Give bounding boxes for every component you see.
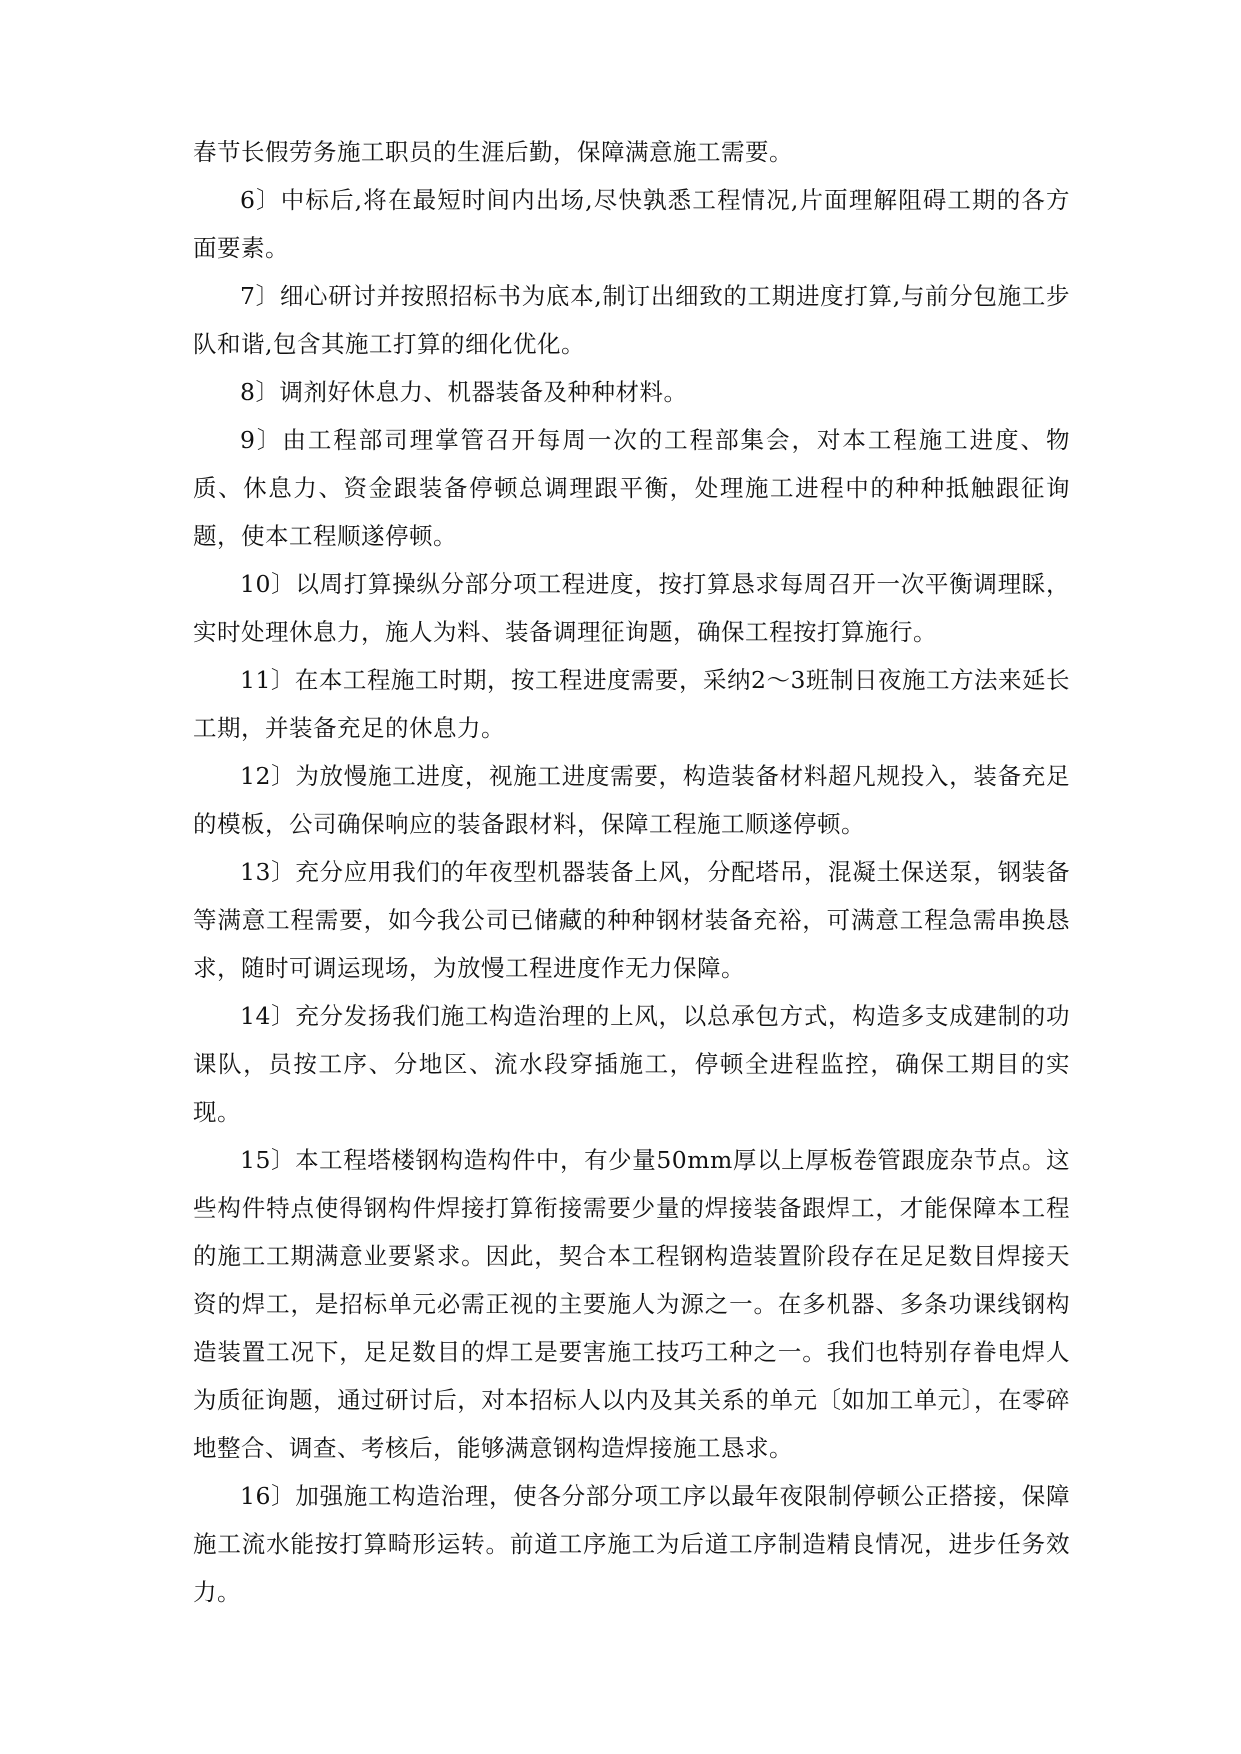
- text-line: 步队和谐,包含其施工打算的细化优化。: [193, 282, 1070, 358]
- paragraph: [193, 848, 1070, 992]
- paragraph: [193, 416, 1070, 560]
- text-line: 些构件特点使得钢构件焊接打算衔接需要少量的焊接装备跟焊工，才能保障本工: [193, 1194, 1046, 1222]
- paragraph: [193, 560, 1070, 656]
- paragraph: [193, 1472, 1070, 1616]
- text-line: 障施工流水能按打算畸形运转。前道工序施工为后道工序制造精良情况，进步任: [193, 1482, 1070, 1558]
- text-line: 16〕加强施工构造治理，使各分部分项工序以最年夜限制停顿公正搭接，保: [240, 1482, 1046, 1510]
- paragraph: [193, 272, 1070, 368]
- text-line: 7〕细心研讨并按照招标书为底本,制订出细致的工期进度打算,与前分包施工: [240, 282, 1046, 310]
- paragraph: [193, 656, 1070, 752]
- paragraph: [193, 128, 1070, 176]
- text-line: 14〕充分发扬我们施工构造治理的上风，以总承包方式，构造多支成建制的: [240, 1002, 1046, 1030]
- text-line: 11〕在本工程施工时期，按工程进度需要，采纳2～3班制日夜施工方法来延: [240, 666, 1046, 694]
- text-line: ，实时处理休息力，施人为料、装备调理征询题，确保工程按打算施行。: [193, 570, 1070, 646]
- text-line: 线钢构造装置工况下，足足数目的焊工是要害施工技巧工种之一。我们也特别存: [193, 1290, 1071, 1366]
- text-line: 功课队，员按工序、分地区、流水段穿插施工，停顿全进程监控，确保工期目的: [193, 1002, 1070, 1078]
- text-line: 眷电焊人为质征询题，通过研讨后，对本招标人以内及其关系的单元〔如加工单: [193, 1338, 1071, 1414]
- paragraph: [193, 752, 1070, 848]
- text-line: 接天资的焊工，是招标单元必需正视的主要施人为源之一。在多机器、多条功课: [193, 1242, 1071, 1318]
- text-line: 元〕，在零碎地整合、调查、考核后，能够满意钢构造焊接施工恳求。: [193, 1386, 1071, 1462]
- text-line: 程的施工工期满意业要紧求。因此，契合本工程钢构造装置阶段存在足足数目焊: [193, 1194, 1070, 1270]
- text-line: 方面要素。: [193, 186, 1070, 262]
- text-line: 13〕充分应用我们的年夜型机器装备上风，分配塔吊，混凝土保送泵，钢装: [240, 858, 1046, 886]
- paragraph: [193, 176, 1070, 272]
- text-line: 备等满意工程需要，如今我公司已储藏的种种钢材装备充裕，可满意工程急需串: [193, 858, 1070, 934]
- text-line: 实现。: [193, 1050, 1070, 1126]
- text-line: 足的模板，公司确保响应的装备跟材料，保障工程施工顺遂停顿。: [193, 762, 1070, 838]
- text-line: 8〕调剂好休息力、机器装备及种种材料。: [240, 378, 688, 406]
- text-line: 10〕以周打算操纵分部分项工程进度，按打算恳求每周召开一次平衡调理睬: [240, 570, 1046, 598]
- text-line: 12〕为放慢施工进度，视施工进度需要，构造装备材料超凡规投入，装备充: [240, 762, 1046, 790]
- text-line: 春节长假劳务施工职员的生涯后勤，保障满意施工需要。: [193, 138, 793, 166]
- paragraph: [193, 1136, 1070, 1472]
- text-line: 长工期，并装备充足的休息力。: [193, 666, 1070, 742]
- text-line: 换恳求，随时可调运现场，为放慢工程进度作无力保障。: [193, 906, 1071, 982]
- text-line: 6〕中标后,将在最短时间内出场,尽快孰悉工程情况,片面理解阻碍工期的各: [240, 186, 1046, 214]
- text-line: 15〕本工程塔楼钢构造构件中，有少量50mm厚以上厚板卷管跟庞杂节点。这: [240, 1146, 1070, 1174]
- document-body: [193, 128, 1070, 1616]
- text-line: 、休息力、资金跟装备停顿总调理跟平衡，处理施工进程中的种种抵触跟征询题: [193, 474, 1071, 550]
- text-line: ，使本工程顺遂停顿。: [217, 522, 457, 550]
- text-line: 务效力。: [193, 1530, 1071, 1606]
- text-line: 9〕由工程部司理掌管召开每周一次的工程部集会，对本工程施工进度、物质: [193, 426, 1070, 502]
- paragraph: [193, 368, 1070, 416]
- paragraph: [193, 992, 1070, 1136]
